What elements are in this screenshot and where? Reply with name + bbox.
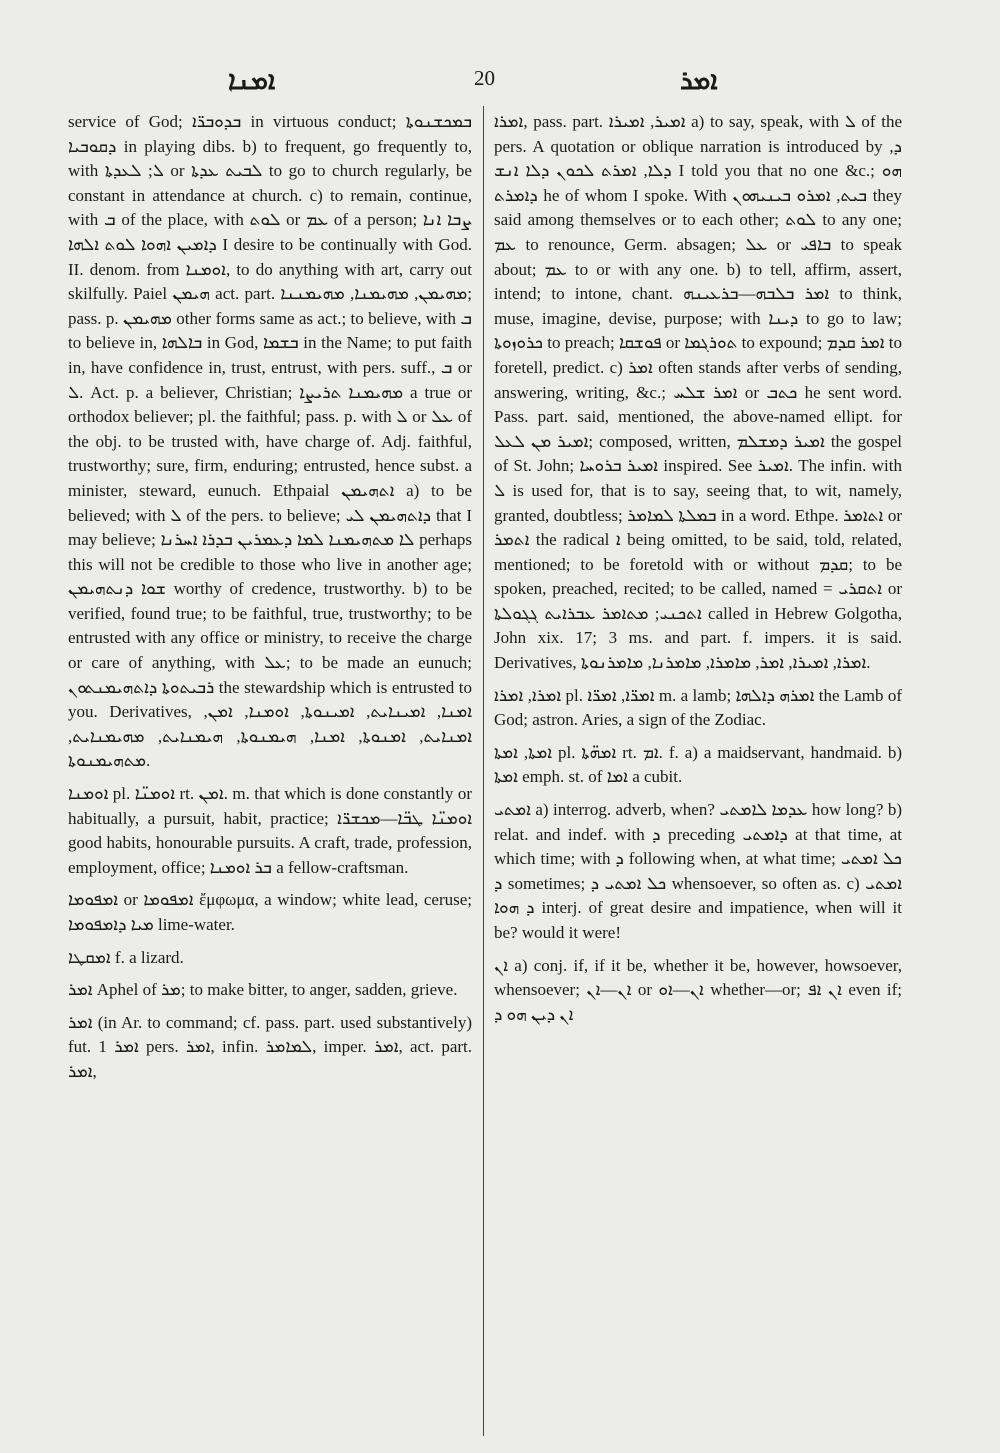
page-number: 20	[474, 66, 495, 90]
left-column	[68, 110, 472, 1093]
entry-paragraph: service of God; ܒܕܘܒܪ̈ܐ in virtuous conduct; ܒܡܟܫܢܘܬܐ ܕܩܘܒܝܐ in playing dibs. b) to frequent, go frequently to, with ܠ; ܠܥܕܬܐ or ܠܒܝܬ ܥܕܬܐ to go to church regularly, be constant in attendance at church. c) to remain, continue, with ܒ of the place, with ܠܘܬ or ܥܡ of a person; ܨܒܐ ܐܢܐ ܕܐܡܝܢ ܐܗܘܐ ܠܘܬ ܐܠܗܐ I desire to be continually with God. II. denom. from ܐܘܡܢܐ, to do anything with art, carry out skilfully. Paiel ܗܝܡܢ act. part. ܡܗܝܡܢ, ܡܗܝܡܢܐ, ܡܗܝܡܢܢܐ; pass. p. ܡܗܝܡܢ other forms same as act.; to believe, with ܒ to believe in, ܒܐܠܗܐ in God, ܒܫܡܐ in the Name; to put faith in, have confidence in, trust, entrust, with pers. suff., ܒ or ܠ. Act. p. a believer, Christian; ܡܗܝܡܢܐ ܬܪܝܨܐ a true or orthodox believer; pl. the faithful; pass. p. with ܠ or ܥܠ of the obj. to be trusted with, have charge of. Adj. faithful, trustworthy; sure, firm, enduring; entrusted, hence subst. a minister, steward, eunuch. Ethpaial ܐܬܗܝܡܢ a) to be believed; with ܠ of the pers. to believe; ܕܐܬܗܝܡܢ ܠܝ that I may believe; ܠܐ ܡܬܗܝܡܢܐ ܠܡܐ ܕܥܡܪܝܢ ܒܕܪܐ ܐܚܪܢܐ perhaps this will not be credible to those who live in another age; ܫܘܐ ܕܢܬܗܝܡܢ worthy of credence, trustworthy. b) to be verified, found true; to be faithful, true, trustworthy; to be entrusted with any office or ministry, to receive the charge or care of anything, with ܥܠ; to be made an eunuch; ܪܒܝܬܘܬܐ ܕܐܬܗܝܡܢܬܘܢ the stewardship which is entrusted to you. Derivatives, ܐܡܢܐ, ܐܡܝܢܐܝܬ, ܐܡܝܢܘܬܐ, ܐܘܡܢܐ, ܐܡܢ, ܐܡܢܐܝܬ, ܐܡܢܘܬܐ, ܐܡܢܐ, ܗܝܡܢܘܬܐ, ܗܝܡܢܐܝܬ, ܡܗܝܡܢܐܝܬ, ܡܬܗܝܡܢܘܬܐ.	[68, 112, 473, 771]
entry-paragraph: ܐܡܦܘܡܐ or ܐܡܦܘܡܐ ἔμφωμα, a window; white lead, ceruse; ܡܝܐ ܕܐܡܦܘܡܐ lime-water.	[68, 890, 472, 934]
entry-paragraph: ܐܘܡܢܐ pl. ܐܘܡܢ̈ܐ rt. ܐܡܢ. m. that which is done constantly or habitually, a pursuit, habit, practice; ܐܘܡܢ̈ܐ ܛܒ̈ܐ—ܡܟܫܪ̈ܐ good habits, honourable pursuits. A craft, trade, profession, employment, office; ܒܪ ܐܘܡܢܐ a fellow-craftsman.	[68, 784, 472, 877]
entry-paragraph: ܐܡܪ (in Ar. to command; cf. pass. part. used substantively) fut. ܐܡܪ 1 pers. ܐܡܪ, infin. ܠܡܐܡܪ, imper. ܐܡܪ, act. part. ܐܡܪ,	[68, 1012, 473, 1081]
running-head-right: ܐܡܪ	[680, 66, 718, 95]
entry-paragraph: ܐܡܪܐ, pass. part. ܐܡܝܪ, ܐܡܝܪܐ a) to say, speak, with ܠ of the pers. A quotation or oblique narration is introduced by ܕ, ܕܠܐ, ܐܡܪܬ ܠܟܘܢ ܕܠܐ ܐܢܫ I told you that no one &c.; ܗܘ ܕܐܡܪܬ he of whom I spoke. With ܒܝܬ, ܐܡܪܘ ܒܝܢܝܗܘܢ they said among themselves or to each other; ܠܘܬ to any one; ܥܡ to renounce, Germ. absagen; ܥܠ or ܒܐܦܝ to speak about; ܥܡ to or with any one. b) to tell, affirm, assert, intend; to intone, chant. ܐܡܪ ܒܠܒܗ—ܒܪܥܝܢܗ to think, muse, imagine, devise, purpose; with ܕܝܢܐ to go to law; ܟܪܘܙܘܬܐ to preach; ܦܘܫܩܐ or ܬܘܪܓܡܐ to expound; ܐܡܪ ܩܕܡ to foretell, predict. c) ܐܡܪ often stands after verbs of sending, answering, writing, &c.; ܐܡܪ ܫܠܚ or ܟܬܒ he sent word. Pass. part. said, mentioned, the above-named ellipt. for ܐܡܝܪ ܡܢ ܠܥܠ; composed, written, ܐܡܝܪ ܕܡܫܠܡ the gospel of St. John; ܐܡܝܪ ܒܪܘܚܐ inspired. See ܐܡܝܪ. The infin. with ܠ is used for, that is to say, seeing that, to wit, namely, granted, doubtless; ܒܡܠܬܐ ܠܡܐܡܪ in a word. Ethpe. ܐܬܐܡܪ or ܐܬܡܪ the radical ܐ being omitted, to be said, told, related, mentioned; to be foretold with or without ܩܕܡ; to be spoken, preached, recited; to be called, named = ܐܬܩܪܝ or ܐܬܟܢܝ; ܡܬܐܡܪ ܥܒܪܐܝܬ ܓܓܘܠܬܐ called in Hebrew Golgotha, John xix. 17; 3 ms. and part. f. impers. it is said. Derivatives, ܐܡܪܐ, ܐܡܝܪܐ, ܐܡܪ, ܡܐܡܪܐ, ܡܐܡܪܢܐ, ܡܐܡܪܢܘܬܐ.	[494, 112, 903, 673]
right-column	[494, 110, 902, 1035]
entry-paragraph: ܐܡܬܐ, ܐܡܬܐ pl. ܐܡܗ̈ܬܐ rt. ܐܡ. f. a) a maidservant, handmaid. b) ܐܡܬܐ emph. st. of ܐܡܐ a cubit.	[494, 742, 902, 787]
entry-paragraph: ܐܡܪ Aphel of ܡܪ; to make bitter, to anger, sadden, grieve.	[68, 980, 458, 1000]
column-divider	[483, 106, 484, 1436]
entry-paragraph: ܐܡܪܐ, ܐܡܪܐ pl. ܐܡܪ̈ܐ, ܐܡܪ̈ܐ m. a lamb; ܐܡܪܗ ܕܐܠܗܐ the Lamb of God; astron. Aries, a sign of the Zodiac.	[494, 685, 902, 730]
entry-paragraph: ܐܡܩܛܐ f. a lizard.	[68, 947, 184, 967]
entry-paragraph: ܐܢ a) conj. if, if it be, whether it be, however, howsoever, whensoever; ܐܢ—ܐܢ or ܐܢ—ܐܘ whether—or; ܐܢ ܐܦ even if; ܐܢ ܕܝܢ ܗܘ ܕ	[494, 955, 903, 1024]
entry-paragraph: ܐܡܬܝ a) interrog. adverb, when? ܥܕܡܐ ܠܐܡܬܝ how long? b) relat. and indef. with ܕ preceding ܕܐܡܬܝ at that time, at which time; with ܕ following when, at what time; ܟܠ ܐܡܬܝ ܕ sometimes; ܟܠ ܐܡܬܝ ܕ whensoever, so often as. c) ܐܡܬܝ ܕ ܗܘܐ interj. of great desire and impatience, when will it be? would it were!	[494, 800, 903, 942]
running-head-left: ܐܡܢܐ	[228, 66, 276, 95]
